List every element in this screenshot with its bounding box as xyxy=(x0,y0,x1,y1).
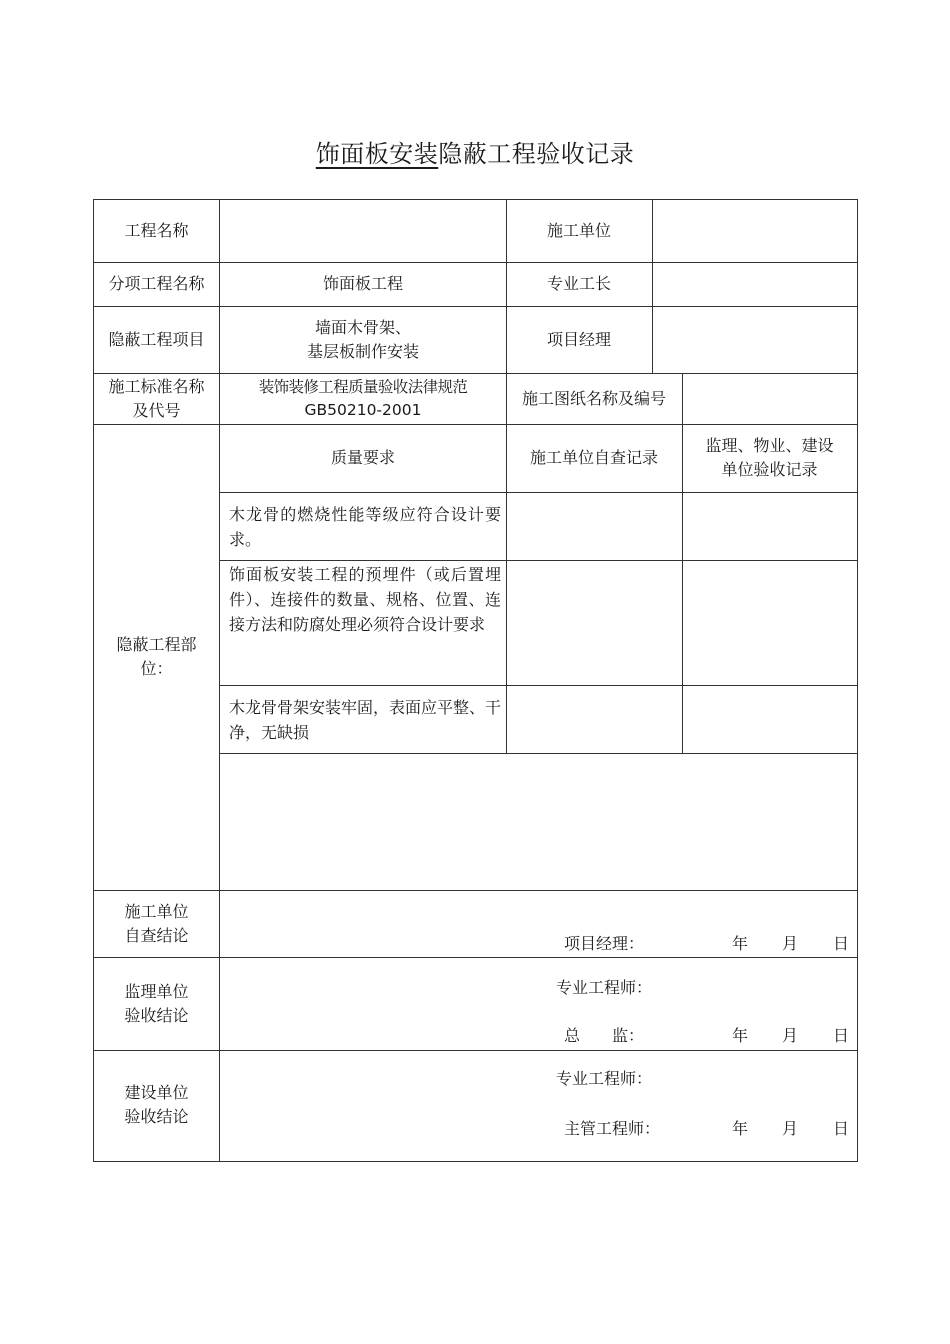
supervision-engineer-sign: 专业工程师： xyxy=(556,978,653,997)
row-divider xyxy=(220,685,857,686)
row-divider xyxy=(220,560,857,561)
standard-value xyxy=(220,373,506,424)
standard-value-line2: GB50210-2001 xyxy=(304,400,422,419)
date-day: 日 xyxy=(833,934,850,953)
contractor-value[interactable] xyxy=(652,199,857,262)
page-title xyxy=(0,134,950,169)
standard-label-line1: 施工标准名称 xyxy=(108,376,205,396)
hidden-item-value-line2: 基层板制作安装 xyxy=(306,341,419,361)
drawing-label: 施工图纸名称及编号 xyxy=(521,388,666,408)
title-rest: 隐蔽工程验收记录 xyxy=(438,140,635,168)
date-year: 年 xyxy=(732,1119,749,1138)
standard-label xyxy=(93,373,220,424)
date-month: 月 xyxy=(782,934,799,953)
contractor-label: 施工单位 xyxy=(546,220,611,240)
drawing-value[interactable] xyxy=(682,373,857,424)
supervision-conclusion-line2: 验收结论 xyxy=(124,1005,189,1025)
project-name-value[interactable] xyxy=(220,199,506,262)
hidden-part-label xyxy=(93,424,220,890)
supervision-header xyxy=(682,424,857,492)
pm-value[interactable] xyxy=(652,306,857,373)
requirement-1: 木龙骨的燃烧性能等级应符合设计要求。 xyxy=(229,505,501,549)
supervision-header-line1: 监理、物业、建设 xyxy=(705,436,834,455)
contractor-pm-sign: 项目经理： xyxy=(564,934,645,953)
supervision-header-line2: 单位验收记录 xyxy=(721,460,818,479)
date-day: 日 xyxy=(833,1119,850,1138)
date-month: 月 xyxy=(782,1026,799,1045)
supervision-conclusion-label xyxy=(93,957,220,1050)
date-day: 日 xyxy=(833,1026,850,1045)
quality-header: 质量要求 xyxy=(330,448,395,467)
date-month: 月 xyxy=(782,1119,799,1138)
foreman-label: 专业工长 xyxy=(546,274,611,293)
hidden-part-label-line1: 隐蔽工程部 xyxy=(116,635,197,654)
supervision-chief-sign: 总 监： xyxy=(564,1026,645,1045)
row-divider xyxy=(220,753,857,754)
requirement-2: 饰面板安装工程的预埋件（或后置埋件）、连接件的数量、规格、位置、连接方法和防腐处理必须符合设计要求 xyxy=(229,565,501,634)
hidden-item-value xyxy=(220,306,506,373)
hidden-item-value-line1: 墙面木骨架、 xyxy=(314,317,411,337)
hidden-item-label: 隐蔽工程项目 xyxy=(108,329,205,349)
row-divider xyxy=(220,492,857,493)
owner-manager-sign: 主管工程师： xyxy=(564,1119,661,1138)
owner-conclusion-label xyxy=(93,1050,220,1160)
self-check-header: 施工单位自查记录 xyxy=(529,448,658,467)
sub-project-value: 饰面板工程 xyxy=(322,274,403,293)
pm-label: 项目经理 xyxy=(546,329,611,349)
contractor-conclusion-label xyxy=(93,890,220,957)
date-year: 年 xyxy=(732,1026,749,1045)
date-year: 年 xyxy=(732,934,749,953)
owner-conclusion-line1: 建设单位 xyxy=(124,1083,189,1102)
hidden-part-label-line2: 位： xyxy=(140,659,173,678)
standard-value-line1: 装饰装修工程质量验收法律规范 xyxy=(258,377,468,396)
foreman-value[interactable] xyxy=(652,262,857,306)
project-name-label: 工程名称 xyxy=(124,220,189,240)
requirement-3: 木龙骨骨架安装牢固，表面应平整、干净，无缺损 xyxy=(229,698,502,742)
sub-project-label: 分项工程名称 xyxy=(108,274,205,293)
owner-engineer-sign: 专业工程师： xyxy=(556,1069,653,1088)
supervision-conclusion-line1: 监理单位 xyxy=(124,981,189,1001)
owner-conclusion-line2: 验收结论 xyxy=(124,1107,189,1126)
standard-label-line2: 及代号 xyxy=(132,400,181,420)
contractor-conclusion-line2: 自查结论 xyxy=(124,925,189,945)
title-underlined: 饰面板安装 xyxy=(315,140,439,168)
contractor-conclusion-line1: 施工单位 xyxy=(124,901,189,921)
